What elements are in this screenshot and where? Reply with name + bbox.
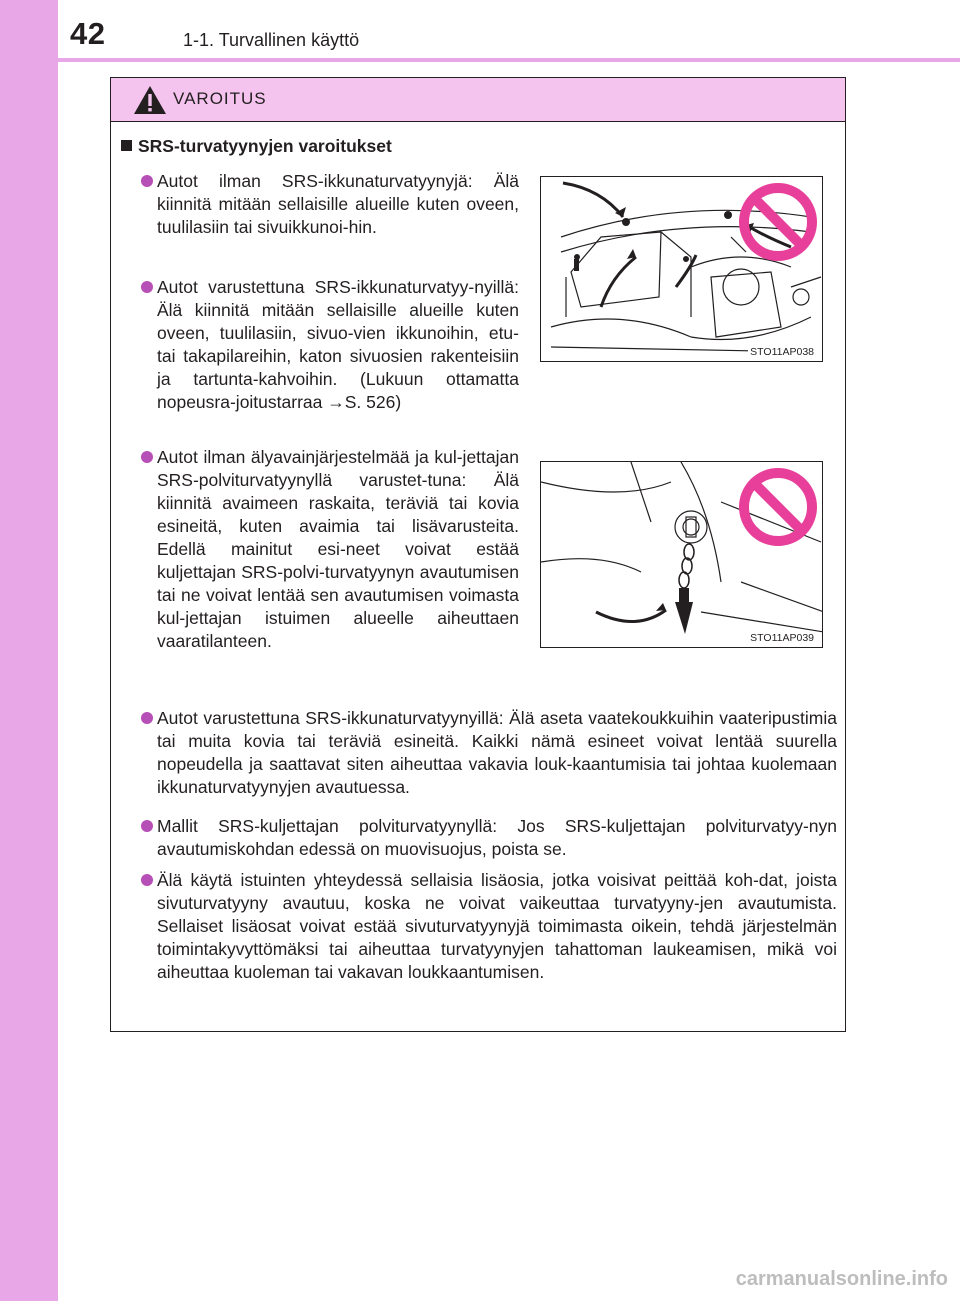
warning-item-text: Mallit SRS-kuljettajan polviturvatyynyllä: Jos SRS-kuljettajan polviturvatyy-nyn avautumiskohdan edessä on muovisuojus, poista se. xyxy=(157,816,837,859)
bullet-dot-icon xyxy=(141,281,153,293)
warning-subheading xyxy=(121,136,392,157)
figure-code: STO11AP039 xyxy=(750,632,814,644)
warning-box xyxy=(110,77,846,1032)
warning-item xyxy=(157,707,837,799)
bullet-dot-icon xyxy=(141,712,153,724)
bullet-dot-icon xyxy=(141,874,153,886)
warning-item xyxy=(157,170,519,239)
warning-item xyxy=(157,446,519,653)
watermark: carmanualsonline.info xyxy=(735,1268,948,1290)
warning-item-text: Autot varustettuna SRS-ikkunaturvatyynyillä: Älä aseta vaatekoukkuihin vaateripustimia tai muita kovia tai teräviä esineitä. Kaikki nämä esineet voivat lentää suurella nopeudella ja saattavat siten aiheuttaa vakavia louk-kaantumisia tai johtaa kuolemaan ikkunaturvatyynyjen avautuessa. xyxy=(157,708,837,797)
warning-item-text: Älä käytä istuinten yhteydessä sellaisia lisäosia, jotka voisivat peittää koh-dat, joista sivuturvatyyny avautuu, koska ne voivat vaikeuttaa turvatyyny-jen avautumista. Sellaiset lisäosat voivat estää sivuturvatyynyjä toimimasta oikein, tehdä järjestelmän toimintakyvyttömäksi tai aiheuttaa turvatyynyjen tahattoman laukeamisen, mikä voi aiheuttaa kuoleman tai vakavan loukkaantumisen. xyxy=(157,870,837,982)
warning-triangle-icon xyxy=(133,85,167,115)
warning-item-text: Autot ilman älyavainjärjestelmää ja kul-jettajan SRS-polviturvatyynyllä varustet-tuna: Älä kiinnitä avaimeen raskaita, teräviä tai kovia esineitä, kuten avaimia tai lisävarusteita. Edellä mainitut esi-neet voivat estää kuljettajan SRS-polvi-turvatyynyn avautumisen tai ne voivat lentää sen avautumisen voimasta kul-jettajan istuimen alueelle aiheuttaen vaaratilanteen. xyxy=(157,447,519,651)
page-number: 42 xyxy=(70,16,106,51)
figure-interior-airbag-zones xyxy=(540,176,823,362)
warning-item xyxy=(157,815,837,861)
square-bullet-icon xyxy=(121,140,132,151)
warning-item xyxy=(157,869,837,984)
warning-label: VAROITUS xyxy=(173,89,267,108)
header-rule xyxy=(58,58,960,62)
figure-key-ignition xyxy=(540,461,823,648)
warning-item xyxy=(157,276,519,414)
warning-item-text: Autot varustettuna SRS-ikkunaturvatyy-nyillä: Älä kiinnitä mitään sellaisille alueille kuten oveen, tuulilasiin, sivuo-vien ikkunoihin, etu- tai takapilareihin, katon sivuosien rakenteisiin ja tartunta-kahvoihin. (Lukuun ottamatta nopeusra-joitustarraa →S. 526) xyxy=(157,277,519,412)
prohibition-sign-icon xyxy=(737,181,819,263)
warning-item-text: Autot ilman SRS-ikkunaturvatyynyjä: Älä kiinnitä mitään sellaisille alueille kuten oveen, tuulilasiin tai sivuikkunoi-hin. xyxy=(157,171,519,237)
side-tab-strip xyxy=(0,0,58,1301)
warning-subheading-text: SRS-turvatyynyjen varoitukset xyxy=(138,136,392,156)
warning-header xyxy=(111,78,845,122)
prohibition-sign-icon xyxy=(737,466,819,548)
figure-code: STO11AP038 xyxy=(750,346,814,358)
section-title: 1-1. Turvallinen käyttö xyxy=(183,30,360,50)
bullet-dot-icon xyxy=(141,175,153,187)
bullet-dot-icon xyxy=(141,820,153,832)
bullet-dot-icon xyxy=(141,451,153,463)
